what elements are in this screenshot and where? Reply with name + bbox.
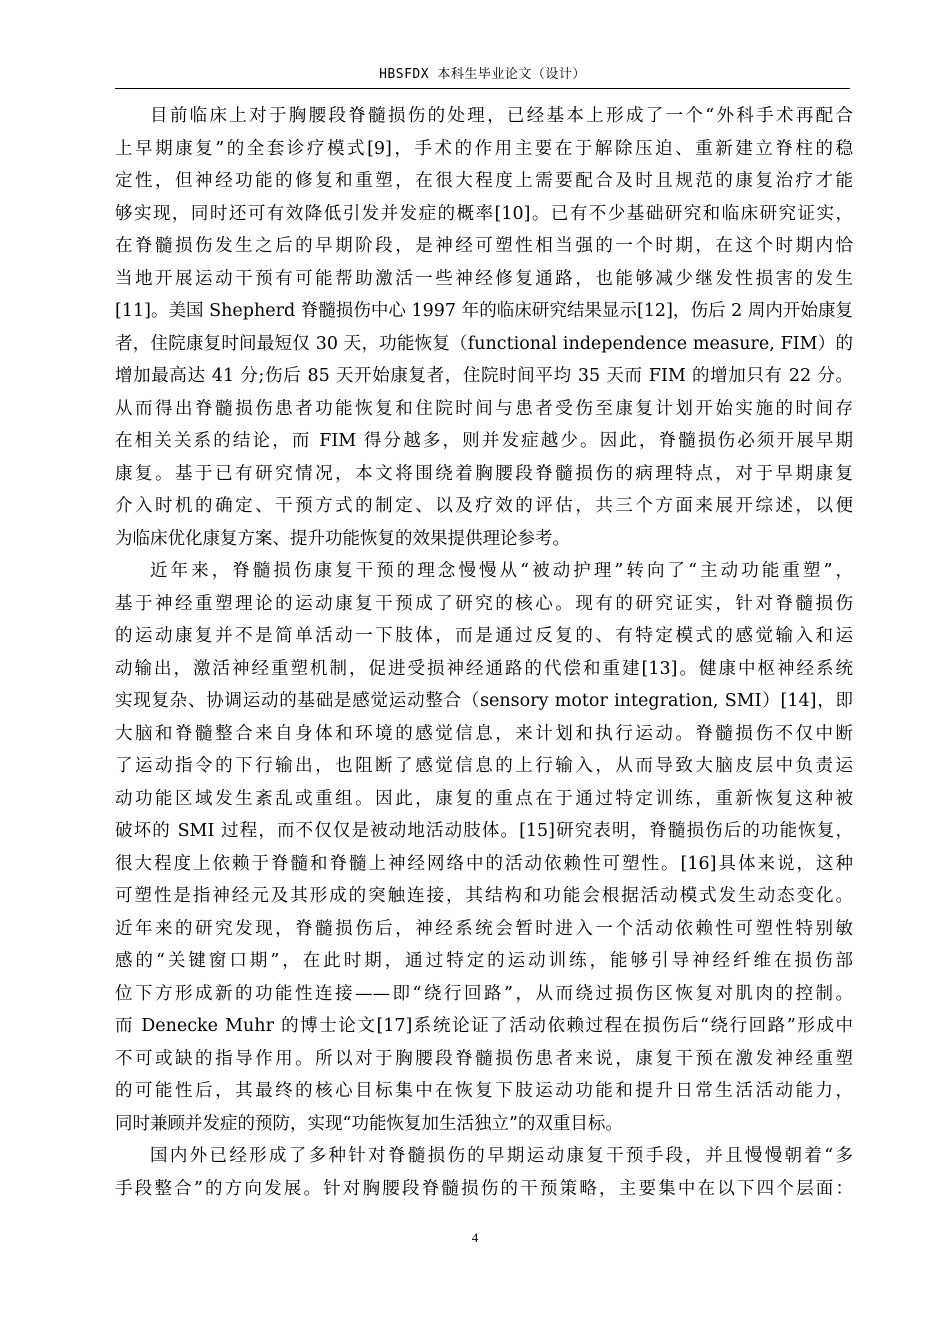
text-line: 很大程度上依赖于脊髓和脊髓上神经网络中的活动依赖性可塑性。[16]具体来说，这种 — [115, 853, 853, 874]
text-line: 近年来的研究发现，脊髓损伤后，神经系统会暂时进入一个活动依赖性可塑性特别敏 — [115, 918, 853, 939]
text-line: 而 Denecke Muhr 的博士论文[17]系统论证了活动依赖过程在损伤后“绕行回路”形成中 — [115, 1016, 853, 1036]
text-line: 不可或缺的指导作用。所以对于胸腰段脊髓损伤患者来说，康复干预在激发神经重塑 — [115, 1048, 853, 1069]
header-divider — [115, 88, 850, 89]
text-line: 动输出，激活神经重塑机制，促进受损神经通路的代偿和重建[13]。健康中枢神经系统 — [115, 658, 853, 679]
text-line: 的运动康复并不是简单活动一下肢体，而是通过反复的、有特定模式的感觉输入和运 — [115, 626, 853, 646]
text-line: 上早期康复”的全套诊疗模式[9]，手术的作用主要在于解除压迫、重新建立脊柱的稳 — [115, 138, 853, 159]
text-line: 大脑和脊髓整合来自身体和环境的感觉信息，来计划和执行运动。脊髓损伤不仅中断 — [115, 723, 853, 744]
text-line: 当地开展运动干预有可能帮助激活一些神经修复通路，也能够减少继发性损害的发生 — [115, 268, 853, 289]
text-line: 为临床优化康复方案、提升功能恢复的效果提供理论参考。 — [115, 528, 570, 549]
page-number: 4 — [471, 1230, 479, 1245]
text-line: 破坏的 SMI 过程，而不仅仅是被动地活动肢体。[15]研究表明，脊髓损伤后的功能恢复， — [115, 821, 853, 841]
text-line: 够实现，同时还可有效降低引发并发症的概率[10]。已有不少基础研究和临床研究证实， — [115, 203, 853, 224]
text-line: 从而得出脊髓损伤患者功能恢复和住院时间与患者受伤至康复计划开始实施的时间存 — [115, 398, 853, 419]
text-line: 定性，但神经功能的修复和重塑，在很大程度上需要配合及时且规范的康复治疗才能 — [115, 171, 853, 191]
text-line: 动功能区域发生紊乱或重组。因此，康复的重点在于通过特定训练，重新恢复这种被 — [115, 788, 853, 809]
text-line: 在相关关系的结论，而 FIM 得分越多，则并发症越少。因此，脊髓损伤必须开展早期 — [115, 431, 853, 451]
text-line: 了运动指令的下行输出，也阻断了感觉信息的上行输入，从而导致大脑皮层中负责运 — [115, 756, 853, 776]
text-line: 近年来，脊髓损伤康复干预的理念慢慢从“被动护理”转向了“主动功能重塑”， — [150, 561, 853, 581]
text-line: 增加最高达 41 分;伤后 85 天开始康复者，住院时间平均 35 天而 FIM 的增加只有 22 分。 — [115, 366, 853, 386]
text-line: 手段整合”的方向发展。针对胸腰段脊髓损伤的干预策略，主要集中在以下四个层面： — [115, 1178, 853, 1199]
paragraph-early-rehab — [115, 100, 853, 555]
paragraph-neural-remodeling — [115, 555, 853, 1140]
text-line: [11]。美国 Shepherd 脊髓损伤中心 1997 年的临床研究结果显示[12]，伤后 2 周内开始康复 — [115, 301, 853, 321]
text-line: 在脊髓损伤发生之后的早期阶段，是神经可塑性相当强的一个时期，在这个时期内恰 — [115, 236, 853, 256]
text-line: 介入时机的确定、干预方式的制定、以及疗效的评估，共三个方面来展开综述，以便 — [115, 496, 853, 516]
paragraph-intervention-strategies — [115, 1140, 853, 1205]
main-text — [115, 100, 853, 1205]
text-line: 目前临床上对于胸腰段脊髓损伤的处理，已经基本上形成了一个“外科手术再配合 — [150, 106, 853, 126]
text-line: 可塑性是指神经元及其形成的突触连接，其结构和功能会根据活动模式发生动态变化。 — [115, 886, 853, 906]
text-line: 实现复杂、协调运动的基础是感觉运动整合（sensory motor integration, SMI）[14]，即 — [115, 691, 853, 711]
text-line: 者，住院康复时间最短仅 30 天，功能恢复（functional independence measure, FIM）的 — [115, 333, 853, 354]
text-line: 感的“关键窗口期”，在此时期，通过特定的运动训练，能够引导神经纤维在损伤部 — [115, 951, 853, 971]
text-line: 基于神经重塑理论的运动康复干预成了研究的核心。现有的研究证实，针对脊髓损伤 — [115, 593, 853, 614]
text-line: 康复。基于已有研究情况，本文将围绕着胸腰段脊髓损伤的病理特点，对于早期康复 — [115, 463, 853, 484]
text-line: 的可能性后，其最终的核心目标集中在恢复下肢运动功能和提升日常生活活动能力， — [115, 1081, 853, 1101]
running-header: HBSFDX 本科生毕业论文（设计） — [379, 67, 586, 82]
text-line: 位下方形成新的功能性连接——即“绕行回路”，从而绕过损伤区恢复对肌肉的控制。 — [115, 983, 853, 1004]
text-line: 国内外已经形成了多种针对脊髓损伤的早期运动康复干预手段，并且慢慢朝着“多 — [150, 1146, 853, 1166]
text-line: 同时兼顾并发症的预防，实现“功能恢复加生活独立”的双重目标。 — [115, 1113, 623, 1134]
